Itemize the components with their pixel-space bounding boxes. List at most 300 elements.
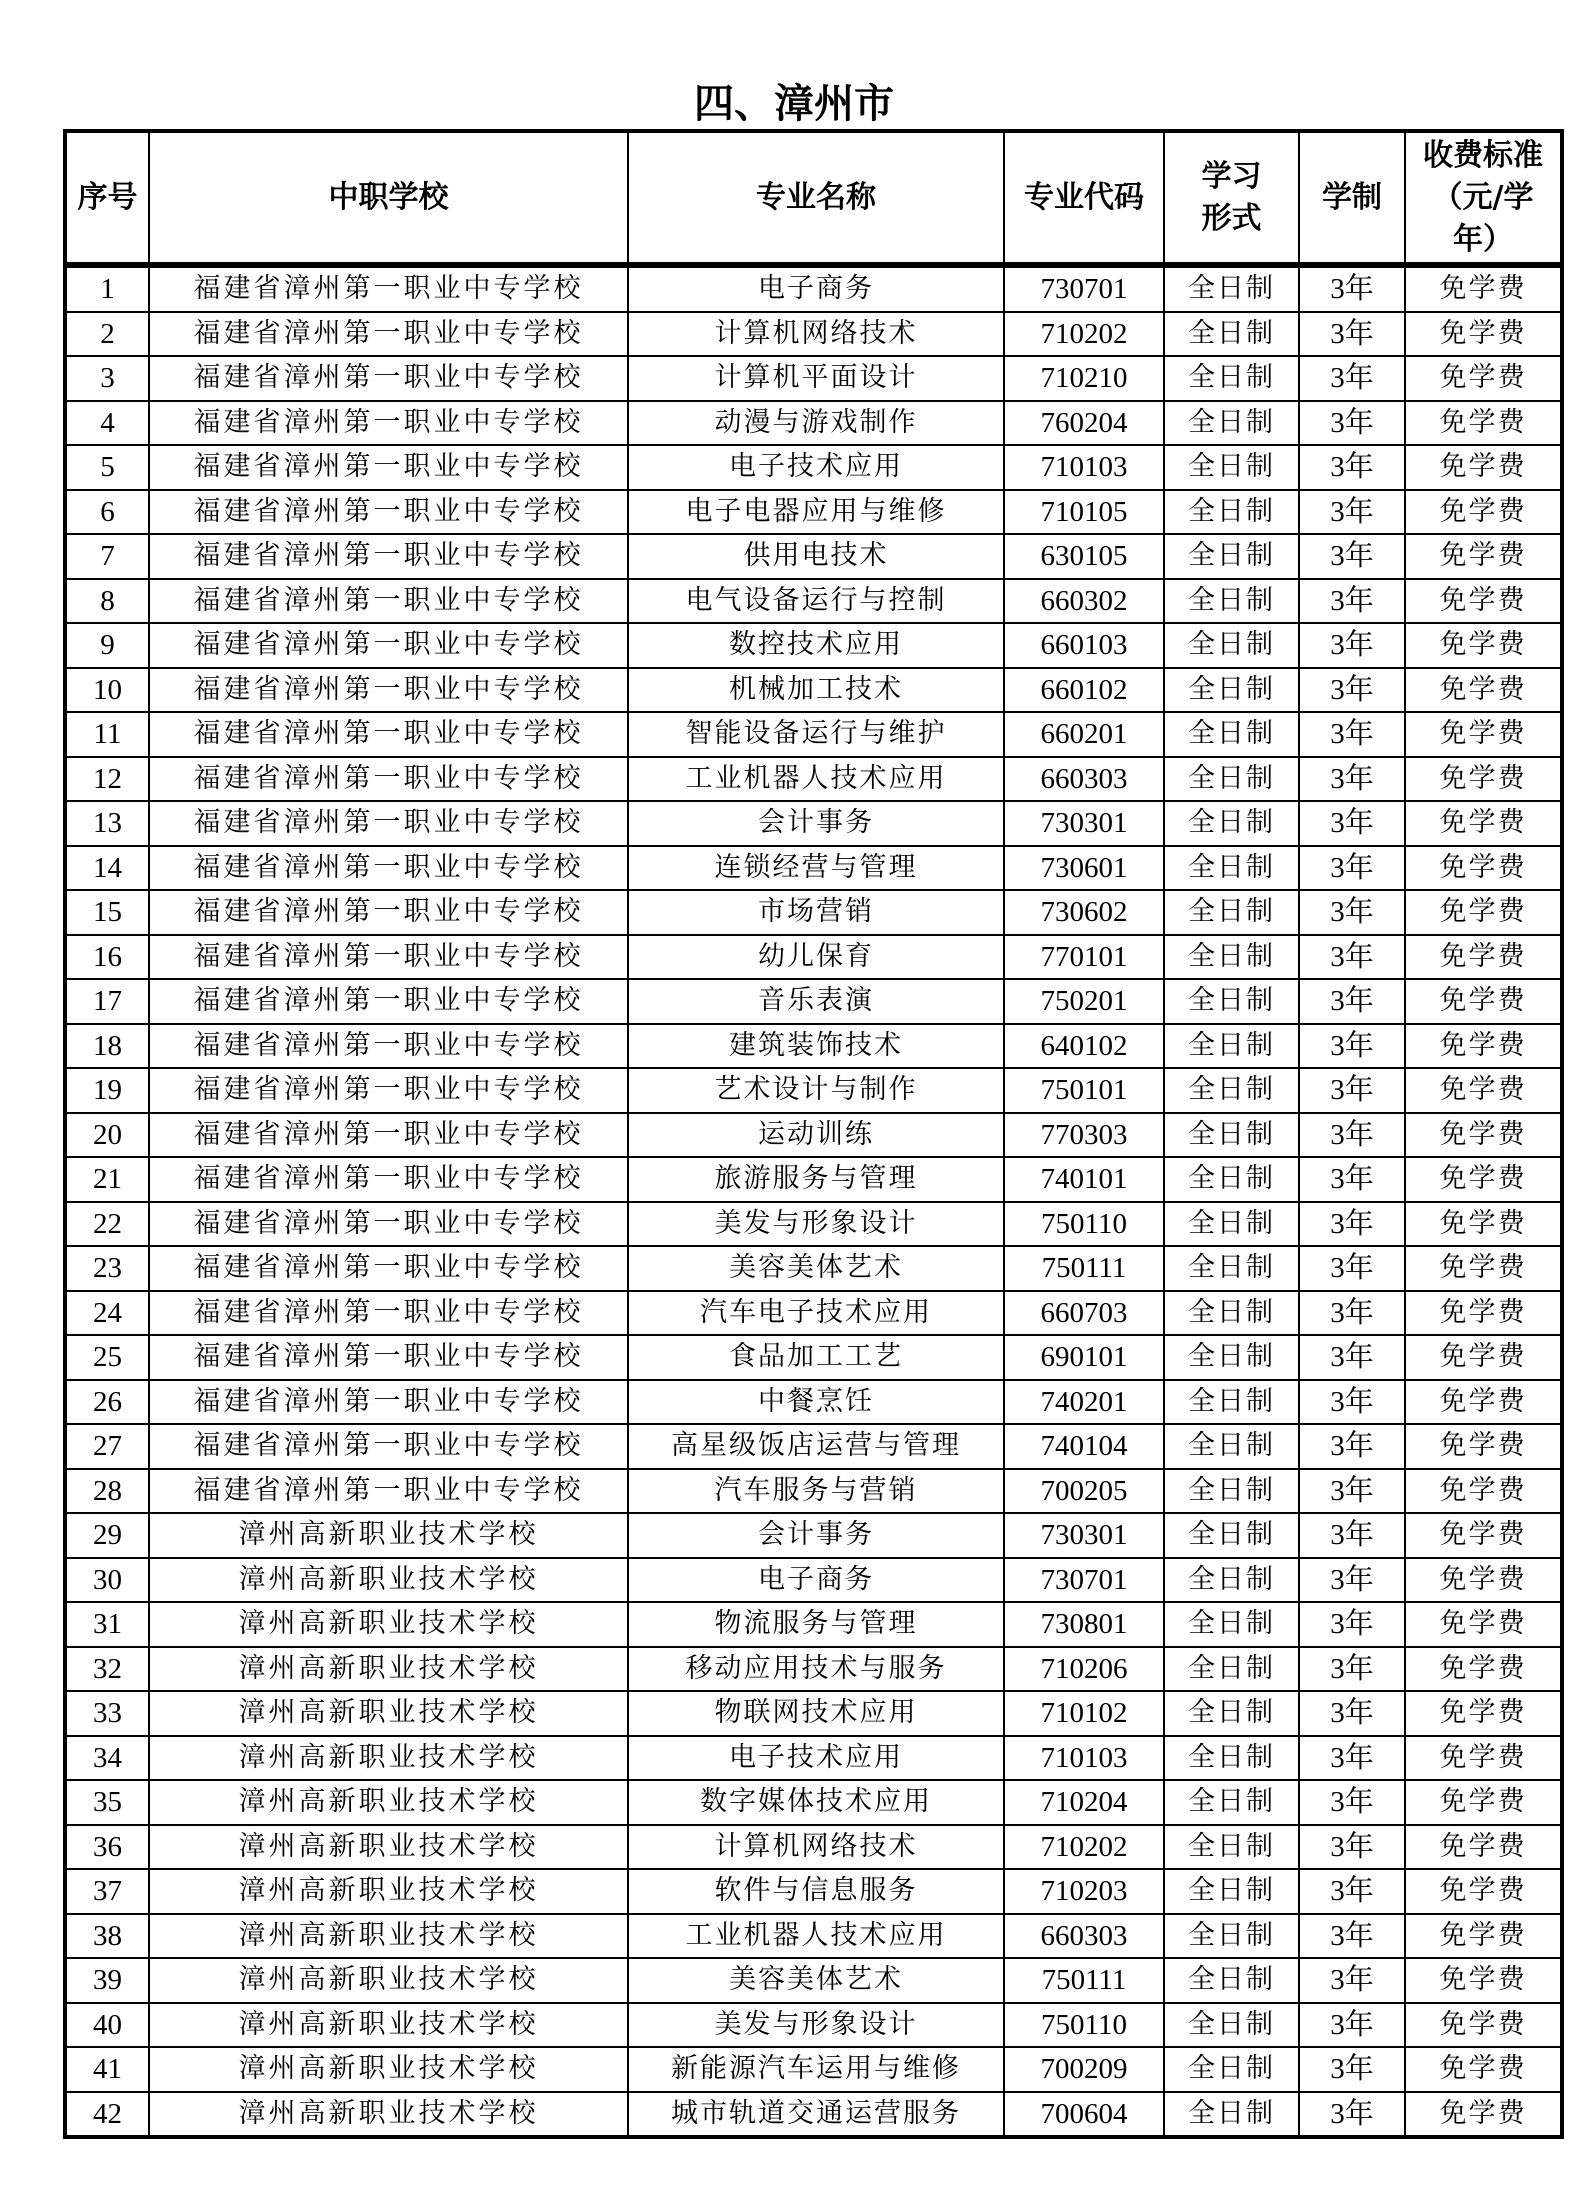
table-row xyxy=(65,1335,1562,1380)
major-name: 汽车服务与营销 xyxy=(628,1469,1004,1514)
major-code: 730801 xyxy=(1004,1602,1164,1647)
fee: 免学费 xyxy=(1405,1335,1562,1380)
study-form: 全日制 xyxy=(1164,1691,1299,1736)
study-form: 全日制 xyxy=(1164,1246,1299,1291)
row-index: 16 xyxy=(65,935,149,980)
major-name: 中餐烹饪 xyxy=(628,1380,1004,1425)
duration: 3年 xyxy=(1299,1113,1405,1158)
duration: 3年 xyxy=(1299,1335,1405,1380)
duration: 3年 xyxy=(1299,1380,1405,1425)
fee: 免学费 xyxy=(1405,1825,1562,1870)
major-code: 710202 xyxy=(1004,1825,1164,1870)
study-form: 全日制 xyxy=(1164,1335,1299,1380)
major-name: 工业机器人技术应用 xyxy=(628,1914,1004,1959)
major-code: 660102 xyxy=(1004,668,1164,713)
duration: 3年 xyxy=(1299,1469,1405,1514)
header-study-form: 学习形式 xyxy=(1164,131,1299,265)
duration: 3年 xyxy=(1299,265,1405,312)
duration: 3年 xyxy=(1299,490,1405,535)
school-name: 福建省漳州第一职业中专学校 xyxy=(149,757,628,802)
row-index: 10 xyxy=(65,668,149,713)
major-name: 电气设备运行与控制 xyxy=(628,579,1004,624)
study-form: 全日制 xyxy=(1164,1780,1299,1825)
major-name: 音乐表演 xyxy=(628,979,1004,1024)
header-major: 专业名称 xyxy=(628,131,1004,265)
school-name: 漳州高新职业技术学校 xyxy=(149,2092,628,2138)
table-row xyxy=(65,312,1562,357)
duration: 3年 xyxy=(1299,1736,1405,1781)
duration: 3年 xyxy=(1299,935,1405,980)
fee: 免学费 xyxy=(1405,2003,1562,2048)
row-index: 5 xyxy=(65,445,149,490)
school-name: 福建省漳州第一职业中专学校 xyxy=(149,890,628,935)
table-row xyxy=(65,1558,1562,1603)
duration: 3年 xyxy=(1299,668,1405,713)
duration: 3年 xyxy=(1299,979,1405,1024)
table-row xyxy=(65,356,1562,401)
table-row xyxy=(65,1113,1562,1158)
study-form: 全日制 xyxy=(1164,1602,1299,1647)
fee: 免学费 xyxy=(1405,312,1562,357)
duration: 3年 xyxy=(1299,1068,1405,1113)
study-form: 全日制 xyxy=(1164,1736,1299,1781)
school-name: 福建省漳州第一职业中专学校 xyxy=(149,668,628,713)
major-code: 730301 xyxy=(1004,1513,1164,1558)
major-name: 美发与形象设计 xyxy=(628,2003,1004,2048)
major-name: 软件与信息服务 xyxy=(628,1869,1004,1914)
school-name: 漳州高新职业技术学校 xyxy=(149,2047,628,2092)
major-name: 连锁经营与管理 xyxy=(628,846,1004,891)
school-name: 漳州高新职业技术学校 xyxy=(149,1914,628,1959)
study-form: 全日制 xyxy=(1164,623,1299,668)
row-index: 33 xyxy=(65,1691,149,1736)
study-form: 全日制 xyxy=(1164,445,1299,490)
fee: 免学费 xyxy=(1405,1958,1562,2003)
duration: 3年 xyxy=(1299,534,1405,579)
fee: 免学费 xyxy=(1405,490,1562,535)
duration: 3年 xyxy=(1299,801,1405,846)
school-name: 福建省漳州第一职业中专学校 xyxy=(149,979,628,1024)
table-row xyxy=(65,801,1562,846)
major-code: 750111 xyxy=(1004,1958,1164,2003)
duration: 3年 xyxy=(1299,312,1405,357)
fee: 免学费 xyxy=(1405,1068,1562,1113)
study-form: 全日制 xyxy=(1164,490,1299,535)
school-name: 漳州高新职业技术学校 xyxy=(149,1691,628,1736)
fee: 免学费 xyxy=(1405,1869,1562,1914)
fee: 免学费 xyxy=(1405,890,1562,935)
major-code: 740101 xyxy=(1004,1157,1164,1202)
row-index: 25 xyxy=(65,1335,149,1380)
row-index: 18 xyxy=(65,1024,149,1069)
major-name: 食品加工工艺 xyxy=(628,1335,1004,1380)
row-index: 29 xyxy=(65,1513,149,1558)
table-row xyxy=(65,2003,1562,2048)
duration: 3年 xyxy=(1299,1024,1405,1069)
school-name: 漳州高新职业技术学校 xyxy=(149,1513,628,1558)
major-name: 美容美体艺术 xyxy=(628,1958,1004,2003)
study-form: 全日制 xyxy=(1164,1424,1299,1469)
duration: 3年 xyxy=(1299,1157,1405,1202)
row-index: 30 xyxy=(65,1558,149,1603)
major-name: 市场营销 xyxy=(628,890,1004,935)
row-index: 32 xyxy=(65,1647,149,1692)
fee: 免学费 xyxy=(1405,1024,1562,1069)
study-form: 全日制 xyxy=(1164,1113,1299,1158)
row-index: 41 xyxy=(65,2047,149,2092)
row-index: 28 xyxy=(65,1469,149,1514)
table-row xyxy=(65,890,1562,935)
study-form: 全日制 xyxy=(1164,846,1299,891)
major-code: 660703 xyxy=(1004,1291,1164,1336)
table-row xyxy=(65,712,1562,757)
major-code: 710206 xyxy=(1004,1647,1164,1692)
row-index: 4 xyxy=(65,401,149,446)
duration: 3年 xyxy=(1299,356,1405,401)
row-index: 26 xyxy=(65,1380,149,1425)
fee: 免学费 xyxy=(1405,1202,1562,1247)
study-form: 全日制 xyxy=(1164,712,1299,757)
duration: 3年 xyxy=(1299,1424,1405,1469)
row-index: 17 xyxy=(65,979,149,1024)
study-form: 全日制 xyxy=(1164,1157,1299,1202)
major-name: 动漫与游戏制作 xyxy=(628,401,1004,446)
study-form: 全日制 xyxy=(1164,2003,1299,2048)
major-code: 770101 xyxy=(1004,935,1164,980)
row-index: 27 xyxy=(65,1424,149,1469)
table-row xyxy=(65,490,1562,535)
fee: 免学费 xyxy=(1405,935,1562,980)
study-form: 全日制 xyxy=(1164,356,1299,401)
fee: 免学费 xyxy=(1405,1736,1562,1781)
major-name: 工业机器人技术应用 xyxy=(628,757,1004,802)
study-form: 全日制 xyxy=(1164,312,1299,357)
table-row xyxy=(65,1424,1562,1469)
duration: 3年 xyxy=(1299,1602,1405,1647)
study-form: 全日制 xyxy=(1164,935,1299,980)
major-code: 630105 xyxy=(1004,534,1164,579)
table-row xyxy=(65,1602,1562,1647)
school-name: 福建省漳州第一职业中专学校 xyxy=(149,312,628,357)
study-form: 全日制 xyxy=(1164,1825,1299,1870)
school-name: 福建省漳州第一职业中专学校 xyxy=(149,935,628,980)
school-name: 福建省漳州第一职业中专学校 xyxy=(149,490,628,535)
major-code: 750110 xyxy=(1004,2003,1164,2048)
fee: 免学费 xyxy=(1405,445,1562,490)
duration: 3年 xyxy=(1299,1869,1405,1914)
row-index: 31 xyxy=(65,1602,149,1647)
duration: 3年 xyxy=(1299,1914,1405,1959)
study-form: 全日制 xyxy=(1164,801,1299,846)
fee: 免学费 xyxy=(1405,534,1562,579)
table-row xyxy=(65,1024,1562,1069)
study-form: 全日制 xyxy=(1164,1558,1299,1603)
table-row xyxy=(65,1736,1562,1781)
fee: 免学费 xyxy=(1405,356,1562,401)
major-code: 730601 xyxy=(1004,846,1164,891)
fee: 免学费 xyxy=(1405,623,1562,668)
major-name: 幼儿保育 xyxy=(628,935,1004,980)
fee: 免学费 xyxy=(1405,2092,1562,2138)
school-name: 福建省漳州第一职业中专学校 xyxy=(149,1202,628,1247)
row-index: 21 xyxy=(65,1157,149,1202)
major-name: 高星级饭店运营与管理 xyxy=(628,1424,1004,1469)
school-name: 漳州高新职业技术学校 xyxy=(149,1647,628,1692)
study-form: 全日制 xyxy=(1164,1647,1299,1692)
major-name: 新能源汽车运用与维修 xyxy=(628,2047,1004,2092)
major-name: 汽车电子技术应用 xyxy=(628,1291,1004,1336)
fee: 免学费 xyxy=(1405,579,1562,624)
table-row xyxy=(65,1958,1562,2003)
major-name: 计算机网络技术 xyxy=(628,312,1004,357)
fee: 免学费 xyxy=(1405,757,1562,802)
major-code: 710204 xyxy=(1004,1780,1164,1825)
row-index: 7 xyxy=(65,534,149,579)
major-code: 750201 xyxy=(1004,979,1164,1024)
fee: 免学费 xyxy=(1405,1380,1562,1425)
school-name: 福建省漳州第一职业中专学校 xyxy=(149,1024,628,1069)
major-name: 计算机平面设计 xyxy=(628,356,1004,401)
table-row xyxy=(65,1157,1562,1202)
major-code: 730701 xyxy=(1004,265,1164,312)
table-row xyxy=(65,265,1562,312)
study-form: 全日制 xyxy=(1164,2047,1299,2092)
study-form: 全日制 xyxy=(1164,579,1299,624)
table-row xyxy=(65,1780,1562,1825)
duration: 3年 xyxy=(1299,1558,1405,1603)
school-name: 漳州高新职业技术学校 xyxy=(149,2003,628,2048)
school-name: 福建省漳州第一职业中专学校 xyxy=(149,1113,628,1158)
major-name: 会计事务 xyxy=(628,801,1004,846)
study-form: 全日制 xyxy=(1164,757,1299,802)
row-index: 34 xyxy=(65,1736,149,1781)
fee: 免学费 xyxy=(1405,1691,1562,1736)
study-form: 全日制 xyxy=(1164,1380,1299,1425)
school-name: 福建省漳州第一职业中专学校 xyxy=(149,1246,628,1291)
major-code: 740104 xyxy=(1004,1424,1164,1469)
table-row xyxy=(65,623,1562,668)
table-row xyxy=(65,1246,1562,1291)
school-program-table xyxy=(63,129,1564,2139)
table-row xyxy=(65,1869,1562,1914)
row-index: 9 xyxy=(65,623,149,668)
fee: 免学费 xyxy=(1405,2047,1562,2092)
table-row xyxy=(65,1291,1562,1336)
major-code: 700205 xyxy=(1004,1469,1164,1514)
school-name: 福建省漳州第一职业中专学校 xyxy=(149,846,628,891)
row-index: 19 xyxy=(65,1068,149,1113)
major-name: 会计事务 xyxy=(628,1513,1004,1558)
study-form: 全日制 xyxy=(1164,1958,1299,2003)
major-code: 740201 xyxy=(1004,1380,1164,1425)
table-row xyxy=(65,1513,1562,1558)
table-row xyxy=(65,1068,1562,1113)
study-form: 全日制 xyxy=(1164,1068,1299,1113)
fee: 免学费 xyxy=(1405,668,1562,713)
school-name: 福建省漳州第一职业中专学校 xyxy=(149,1291,628,1336)
fee: 免学费 xyxy=(1405,1780,1562,1825)
study-form: 全日制 xyxy=(1164,1024,1299,1069)
fee: 免学费 xyxy=(1405,712,1562,757)
duration: 3年 xyxy=(1299,890,1405,935)
table-row xyxy=(65,668,1562,713)
row-index: 6 xyxy=(65,490,149,535)
fee: 免学费 xyxy=(1405,1647,1562,1692)
major-code: 660303 xyxy=(1004,1914,1164,1959)
page-title: 四、漳州市 xyxy=(694,81,894,127)
major-code: 690101 xyxy=(1004,1335,1164,1380)
duration: 3年 xyxy=(1299,1691,1405,1736)
study-form: 全日制 xyxy=(1164,890,1299,935)
duration: 3年 xyxy=(1299,1291,1405,1336)
row-index: 13 xyxy=(65,801,149,846)
table-row xyxy=(65,1202,1562,1247)
fee: 免学费 xyxy=(1405,846,1562,891)
study-form: 全日制 xyxy=(1164,1914,1299,1959)
duration: 3年 xyxy=(1299,2092,1405,2138)
duration: 3年 xyxy=(1299,1958,1405,2003)
major-name: 物联网技术应用 xyxy=(628,1691,1004,1736)
duration: 3年 xyxy=(1299,623,1405,668)
duration: 3年 xyxy=(1299,1825,1405,1870)
major-code: 700604 xyxy=(1004,2092,1164,2138)
school-name: 漳州高新职业技术学校 xyxy=(149,1736,628,1781)
major-name: 美容美体艺术 xyxy=(628,1246,1004,1291)
school-name: 漳州高新职业技术学校 xyxy=(149,1780,628,1825)
table-row xyxy=(65,979,1562,1024)
study-form: 全日制 xyxy=(1164,668,1299,713)
school-name: 福建省漳州第一职业中专学校 xyxy=(149,1068,628,1113)
major-name: 城市轨道交通运营服务 xyxy=(628,2092,1004,2138)
table-row xyxy=(65,935,1562,980)
study-form: 全日制 xyxy=(1164,979,1299,1024)
header-school: 中职学校 xyxy=(149,131,628,265)
major-code: 730301 xyxy=(1004,801,1164,846)
study-form: 全日制 xyxy=(1164,534,1299,579)
major-name: 物流服务与管理 xyxy=(628,1602,1004,1647)
row-index: 23 xyxy=(65,1246,149,1291)
major-name: 计算机网络技术 xyxy=(628,1825,1004,1870)
school-name: 漳州高新职业技术学校 xyxy=(149,1825,628,1870)
header-fee: 收费标准（元/学年） xyxy=(1405,131,1562,265)
row-index: 2 xyxy=(65,312,149,357)
study-form: 全日制 xyxy=(1164,2092,1299,2138)
major-code: 710203 xyxy=(1004,1869,1164,1914)
table-row xyxy=(65,1914,1562,1959)
school-name: 福建省漳州第一职业中专学校 xyxy=(149,1380,628,1425)
major-code: 750110 xyxy=(1004,1202,1164,1247)
row-index: 15 xyxy=(65,890,149,935)
row-index: 35 xyxy=(65,1780,149,1825)
table-row xyxy=(65,1825,1562,1870)
major-name: 电子电器应用与维修 xyxy=(628,490,1004,535)
row-index: 1 xyxy=(65,265,149,312)
major-name: 艺术设计与制作 xyxy=(628,1068,1004,1113)
table-row xyxy=(65,846,1562,891)
row-index: 40 xyxy=(65,2003,149,2048)
school-name: 福建省漳州第一职业中专学校 xyxy=(149,1335,628,1380)
table-row xyxy=(65,1380,1562,1425)
fee: 免学费 xyxy=(1405,1157,1562,1202)
row-index: 42 xyxy=(65,2092,149,2138)
major-name: 机械加工技术 xyxy=(628,668,1004,713)
major-name: 电子技术应用 xyxy=(628,445,1004,490)
school-name: 福建省漳州第一职业中专学校 xyxy=(149,801,628,846)
major-code: 750101 xyxy=(1004,1068,1164,1113)
major-code: 710103 xyxy=(1004,1736,1164,1781)
row-index: 11 xyxy=(65,712,149,757)
row-index: 39 xyxy=(65,1958,149,2003)
major-code: 710102 xyxy=(1004,1691,1164,1736)
school-name: 福建省漳州第一职业中专学校 xyxy=(149,1424,628,1469)
duration: 3年 xyxy=(1299,1513,1405,1558)
fee: 免学费 xyxy=(1405,1602,1562,1647)
major-name: 数字媒体技术应用 xyxy=(628,1780,1004,1825)
table-row xyxy=(65,2047,1562,2092)
fee: 免学费 xyxy=(1405,1246,1562,1291)
row-index: 8 xyxy=(65,579,149,624)
school-name: 福建省漳州第一职业中专学校 xyxy=(149,401,628,446)
study-form: 全日制 xyxy=(1164,265,1299,312)
fee: 免学费 xyxy=(1405,1914,1562,1959)
major-code: 660302 xyxy=(1004,579,1164,624)
school-name: 漳州高新职业技术学校 xyxy=(149,1602,628,1647)
major-code: 760204 xyxy=(1004,401,1164,446)
duration: 3年 xyxy=(1299,2047,1405,2092)
duration: 3年 xyxy=(1299,757,1405,802)
table-row xyxy=(65,757,1562,802)
table-row xyxy=(65,1647,1562,1692)
major-name: 智能设备运行与维护 xyxy=(628,712,1004,757)
fee: 免学费 xyxy=(1405,1558,1562,1603)
row-index: 38 xyxy=(65,1914,149,1959)
row-index: 20 xyxy=(65,1113,149,1158)
school-name: 福建省漳州第一职业中专学校 xyxy=(149,356,628,401)
major-name: 运动训练 xyxy=(628,1113,1004,1158)
major-name: 旅游服务与管理 xyxy=(628,1157,1004,1202)
school-name: 福建省漳州第一职业中专学校 xyxy=(149,534,628,579)
study-form: 全日制 xyxy=(1164,401,1299,446)
school-name: 福建省漳州第一职业中专学校 xyxy=(149,265,628,312)
school-name: 漳州高新职业技术学校 xyxy=(149,1869,628,1914)
major-code: 660103 xyxy=(1004,623,1164,668)
table-row xyxy=(65,2092,1562,2138)
row-index: 3 xyxy=(65,356,149,401)
row-index: 12 xyxy=(65,757,149,802)
major-code: 750111 xyxy=(1004,1246,1164,1291)
row-index: 37 xyxy=(65,1869,149,1914)
duration: 3年 xyxy=(1299,2003,1405,2048)
school-name: 福建省漳州第一职业中专学校 xyxy=(149,712,628,757)
major-name: 移动应用技术与服务 xyxy=(628,1647,1004,1692)
school-name: 漳州高新职业技术学校 xyxy=(149,1958,628,2003)
major-name: 电子商务 xyxy=(628,1558,1004,1603)
major-code: 640102 xyxy=(1004,1024,1164,1069)
school-name: 福建省漳州第一职业中专学校 xyxy=(149,445,628,490)
table-row xyxy=(65,1469,1562,1514)
row-index: 24 xyxy=(65,1291,149,1336)
table-row xyxy=(65,579,1562,624)
major-code: 710210 xyxy=(1004,356,1164,401)
study-form: 全日制 xyxy=(1164,1869,1299,1914)
fee: 免学费 xyxy=(1405,1291,1562,1336)
fee: 免学费 xyxy=(1405,979,1562,1024)
study-form: 全日制 xyxy=(1164,1469,1299,1514)
major-code: 660201 xyxy=(1004,712,1164,757)
duration: 3年 xyxy=(1299,712,1405,757)
fee: 免学费 xyxy=(1405,1513,1562,1558)
major-code: 710202 xyxy=(1004,312,1164,357)
